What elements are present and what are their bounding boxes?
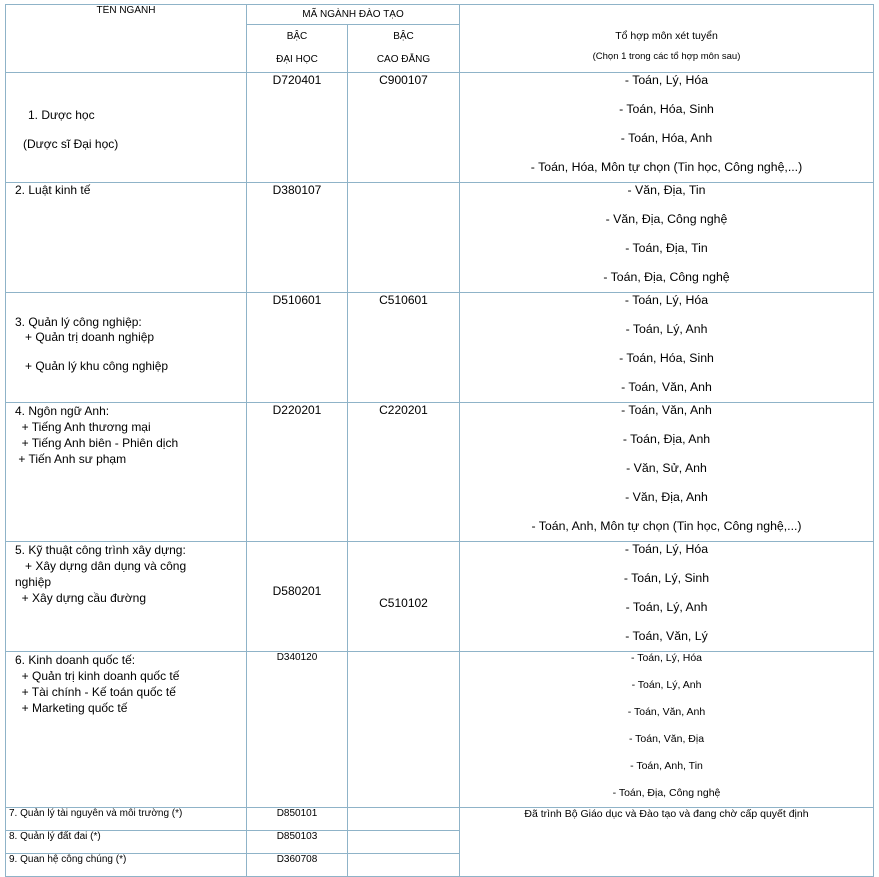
univ-code: D380107: [272, 183, 322, 197]
univ-code-cell: [247, 542, 348, 652]
combo-item: - Toán, Lý, Hóa: [624, 542, 709, 556]
major-name-cell: [6, 293, 247, 403]
major-name-line: 6. Kinh doanh quốc tế:: [15, 653, 136, 667]
college-code-cell: [348, 403, 460, 542]
univ-code-cell: [247, 183, 348, 293]
combo-cell: [460, 403, 874, 542]
college-code: C510102: [379, 596, 428, 610]
major-name-line: + Tiếng Anh thương mại: [15, 420, 151, 434]
major-name-line: 1. Dược học: [28, 108, 95, 122]
college-code: C220201: [379, 403, 428, 417]
univ-code: D510601: [272, 293, 322, 307]
college-code: C510601: [379, 293, 428, 307]
combo-item: - Toán, Anh, Môn tự chọn (Tin học, Công nghệ,...): [531, 519, 802, 533]
combo-item: - Toán, Văn, Anh: [621, 403, 712, 417]
combo-item: - Toán, Lý, Anh: [625, 600, 708, 614]
major-name-line: 8. Quản lý đất đai (*): [9, 831, 101, 842]
univ-code-cell: [247, 831, 348, 854]
univ-header-top: BẬC: [286, 31, 308, 42]
univ-code-cell: [247, 73, 348, 183]
combo-header-title: Tổ hợp môn xét tuyển: [615, 30, 718, 42]
combo-item: - Toán, Lý, Anh: [631, 679, 702, 691]
pending-note: Đã trình Bộ Giáo dục và Đào tạo và đang chờ cấp quyết định: [524, 808, 809, 820]
combo-item: - Toán, Văn, Anh: [621, 380, 712, 394]
code-group-header: MÃ NGÀNH ĐÀO TẠO: [302, 9, 404, 20]
combo-item: - Toán, Địa, Công nghệ: [603, 270, 730, 284]
table-row: [6, 403, 874, 542]
major-name-line: + Quản trị kinh doanh quốc tế: [15, 669, 180, 683]
table-row: [6, 73, 874, 183]
combo-cell: [460, 542, 874, 652]
college-code-cell: [348, 831, 460, 854]
major-name-line: 4. Ngôn ngữ Anh:: [15, 404, 110, 418]
major-name-line: + Tiến Anh sư phạm: [15, 452, 127, 466]
major-name-line: + Marketing quốc tế: [15, 701, 128, 715]
major-name-cell: [6, 854, 247, 877]
college-code-cell: [348, 542, 460, 652]
combo-item: - Toán, Văn, Địa: [628, 733, 705, 745]
combo-cell: [460, 73, 874, 183]
code-group-header-cell: [247, 5, 460, 25]
college-header-top-cell: [348, 25, 460, 49]
combo-header-cell: [460, 5, 874, 73]
combo-cell: [460, 293, 874, 403]
major-name-cell: [6, 652, 247, 808]
table-row: [6, 542, 874, 652]
univ-code: D580201: [272, 584, 322, 598]
combo-cell: [460, 652, 874, 808]
univ-code-cell: [247, 403, 348, 542]
major-name-line: + Quản trị doanh nghiệp: [15, 330, 155, 344]
combo-item: - Toán, Lý, Hóa: [624, 293, 709, 307]
table-row: [6, 652, 874, 808]
combo-item: - Văn, Địa, Công nghệ: [605, 212, 728, 226]
major-name-cell: [6, 73, 247, 183]
pending-note-cell: [460, 808, 874, 877]
major-name-line: 2. Luật kinh tế: [15, 183, 91, 197]
combo-item: - Toán, Lý, Sinh: [623, 571, 710, 585]
combo-item: - Văn, Địa, Anh: [625, 490, 708, 504]
table-row: [6, 183, 874, 293]
college-header-bottom-cell: [348, 49, 460, 73]
major-name-line: + Tiếng Anh biên - Phiên dịch: [15, 436, 179, 450]
combo-item: - Toán, Anh, Tin: [630, 760, 703, 772]
major-name-line: 5. Kỹ thuật công trình xây dựng:: [15, 543, 186, 557]
combo-item: - Toán, Địa, Công nghệ: [612, 787, 721, 799]
college-code-cell: [348, 652, 460, 808]
combo-item: - Toán, Địa, Tin: [625, 241, 708, 255]
major-name-line: 3. Quản lý công nghiệp:: [15, 315, 142, 329]
major-name-cell: [6, 831, 247, 854]
college-code-cell: [348, 183, 460, 293]
major-name-line: 9. Quan hệ công chúng (*): [9, 854, 127, 865]
univ-code-cell: [247, 808, 348, 831]
univ-header-bottom-cell: [247, 49, 348, 73]
major-name-header: TÊN NGÀNH: [96, 5, 156, 16]
major-name-line: nghiệp: [15, 575, 52, 589]
table-row: [6, 808, 874, 831]
univ-code: D850101: [276, 808, 318, 819]
combo-item: - Toán, Địa, Anh: [622, 432, 711, 446]
combo-item: - Toán, Hóa, Sinh: [619, 351, 714, 365]
table-row: [6, 293, 874, 403]
major-name-line: + Quản lý khu công nghiệp: [15, 359, 169, 373]
major-name-cell: [6, 542, 247, 652]
admissions-table: [5, 4, 874, 877]
univ-code: D340120: [276, 652, 318, 663]
combo-item: - Toán, Hóa, Môn tự chọn (Tin học, Công nghệ,...): [530, 160, 803, 174]
combo-item: - Toán, Văn, Lý: [625, 629, 708, 643]
major-name-line: 7. Quản lý tài nguyên và môi trường (*): [9, 808, 183, 819]
college-header-top: BẬC: [393, 31, 414, 42]
major-name-cell: [6, 183, 247, 293]
univ-code: D850103: [276, 831, 318, 842]
college-code-cell: [348, 808, 460, 831]
college-code-cell: [348, 293, 460, 403]
college-code: C900107: [379, 73, 428, 87]
major-name-cell: [6, 808, 247, 831]
combo-item: - Toán, Hóa, Sinh: [619, 102, 714, 116]
major-name-header-cell: [6, 5, 247, 73]
univ-code-cell: [247, 854, 348, 877]
combo-header-note: (Chọn 1 trong các tổ hợp môn sau): [592, 51, 741, 62]
combo-item: - Toán, Lý, Hóa: [630, 652, 702, 664]
combo-item: - Toán, Lý, Anh: [625, 322, 708, 336]
univ-code: D220201: [272, 403, 322, 417]
univ-header-bottom: ĐẠI HỌC: [276, 53, 318, 65]
combo-item: - Văn, Sử, Anh: [626, 461, 707, 475]
college-code-cell: [348, 73, 460, 183]
major-name-cell: [6, 403, 247, 542]
major-name-line: + Xây dựng dân dụng và công: [15, 559, 187, 573]
combo-item: - Văn, Địa, Tin: [627, 183, 706, 197]
major-name-line: + Xây dựng cầu đường: [15, 591, 147, 605]
combo-item: - Toán, Văn, Anh: [627, 706, 706, 718]
univ-code-cell: [247, 293, 348, 403]
college-code-cell: [348, 854, 460, 877]
major-name-line: + Tài chính - Kế toán quốc tế: [15, 685, 176, 699]
combo-cell: [460, 183, 874, 293]
combo-item: - Toán, Hóa, Anh: [620, 131, 713, 145]
college-header-bottom: CAO ĐẲNG: [376, 53, 431, 65]
univ-header-top-cell: [247, 25, 348, 49]
major-name-line: (Dược sĩ Đại học): [23, 137, 119, 151]
univ-code: D720401: [272, 73, 322, 87]
univ-code-cell: [247, 652, 348, 808]
combo-item: - Toán, Lý, Hóa: [624, 73, 709, 87]
univ-code: D360708: [276, 854, 318, 865]
